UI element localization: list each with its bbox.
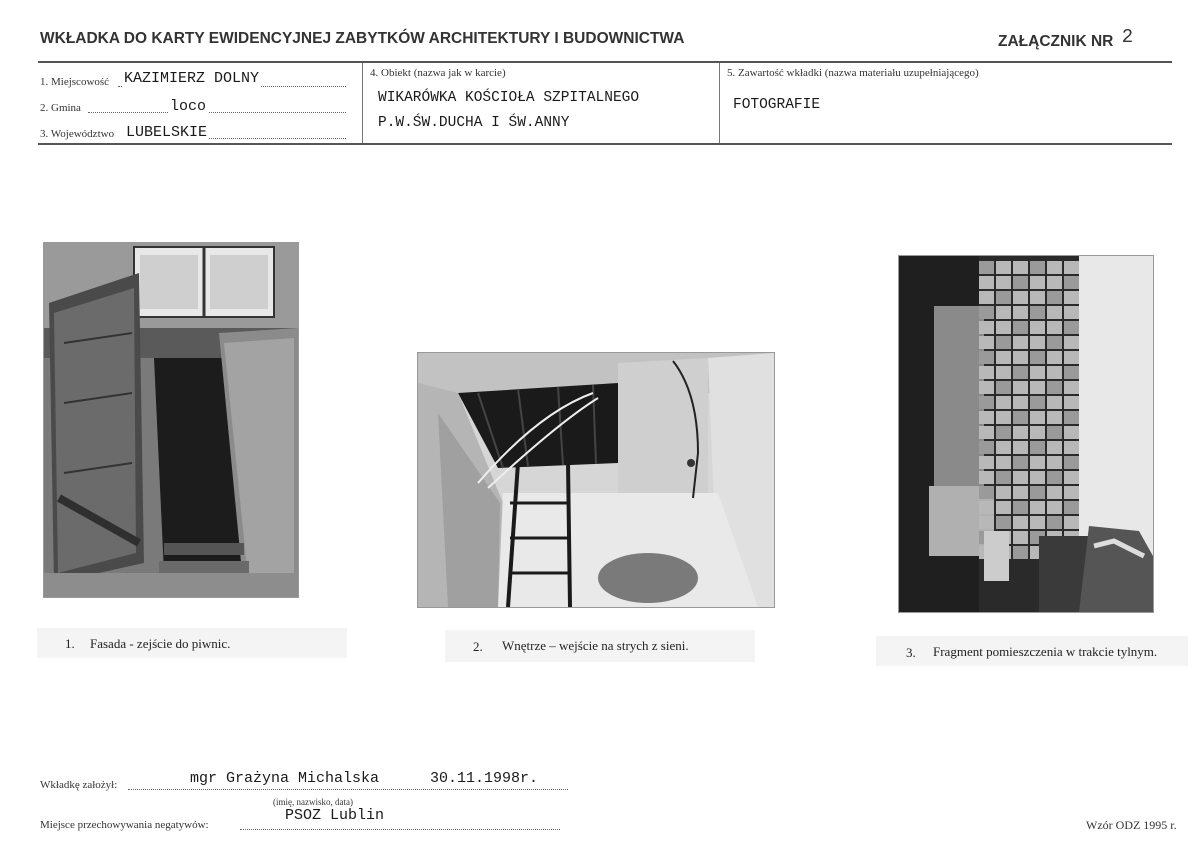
stove-tile	[1047, 366, 1062, 379]
annex-label	[998, 26, 1134, 52]
stove-tile	[1064, 321, 1079, 334]
stove-tile	[979, 471, 994, 484]
page-title: WKŁADKA DO KARTY EWIDENCYJNEJ ZABYTKÓW ARCHITEKTURY I BUDOWNICTWA	[40, 30, 685, 47]
stove-tile	[1064, 381, 1079, 394]
caption-2	[445, 630, 755, 662]
stove-tile	[1013, 546, 1028, 559]
stove-tile	[979, 306, 994, 319]
object-label: 4. Obiekt (nazwa jak w karcie)	[370, 67, 506, 79]
stove-tile	[996, 276, 1011, 289]
stove-tile	[979, 336, 994, 349]
locality-value: KAZIMIERZ DOLNY	[124, 70, 260, 87]
stove-tile	[1013, 531, 1028, 544]
stove-tile	[979, 396, 994, 409]
stove-tile	[979, 276, 994, 289]
stove-tile	[979, 486, 994, 499]
stove-tile	[1013, 381, 1028, 394]
stove-tile	[996, 426, 1011, 439]
stove-tile	[979, 501, 994, 514]
stove-tile	[1013, 456, 1028, 469]
stove-tile	[979, 426, 994, 439]
stove-tile	[1047, 396, 1062, 409]
caption-1	[37, 628, 347, 658]
stove-tile	[979, 456, 994, 469]
stove-tile	[1047, 516, 1062, 529]
stove-tile	[996, 516, 1011, 529]
stove-tile	[1064, 456, 1079, 469]
stove-tile	[1064, 291, 1079, 304]
caption-2-text: Wnętrze – wejście na strych z sieni.	[502, 638, 689, 653]
creator-row	[40, 770, 580, 795]
stove-tile	[1064, 426, 1079, 439]
caption-3-text: Fragment pomieszczenia w trakcie tylnym.	[933, 644, 1158, 659]
stove-tile	[979, 366, 994, 379]
locality-row	[40, 70, 346, 92]
stove-tile	[1013, 411, 1028, 424]
stove-tile	[1030, 291, 1045, 304]
model-number: Wzór ODZ 1995 r.	[1086, 818, 1177, 832]
stove-tile	[996, 261, 1011, 274]
stove-tile	[1030, 426, 1045, 439]
stove-tile	[1047, 306, 1062, 319]
stove-tile	[979, 516, 994, 529]
stove-tile	[979, 291, 994, 304]
negatives-value: PSOZ Lublin	[285, 807, 385, 824]
stove-tile	[1030, 396, 1045, 409]
voivodeship-label: 3. Województwo	[40, 128, 115, 140]
stove-tile	[1064, 501, 1079, 514]
stove-tile	[1013, 351, 1028, 364]
photo-3-tiled-stove	[898, 255, 1154, 613]
stove-tile	[1064, 471, 1079, 484]
stove-tile	[1030, 351, 1045, 364]
stove-tile	[979, 381, 994, 394]
stove-tile	[1030, 486, 1045, 499]
stove-tile	[979, 321, 994, 334]
photo-1-cellar-entrance	[43, 242, 299, 598]
stove-tile	[1064, 261, 1079, 274]
stove-tile	[1030, 456, 1045, 469]
stove-tile	[1047, 486, 1062, 499]
stove-tile	[1047, 291, 1062, 304]
form-divider-1	[362, 63, 363, 143]
stove-tile	[979, 441, 994, 454]
object-line-2: P.W.ŚW.DUCHA I ŚW.ANNY	[378, 115, 570, 131]
commune-row	[40, 98, 346, 118]
stove-tile	[1030, 441, 1045, 454]
stove-tile	[1013, 426, 1028, 439]
stove-tile	[1013, 336, 1028, 349]
stove-tile	[1047, 471, 1062, 484]
content-value: FOTOGRAFIE	[733, 97, 821, 113]
locality-label: 1. Miejscowość	[40, 76, 110, 88]
voivodeship-value: LUBELSKIE	[126, 124, 208, 141]
stove-tile	[1013, 441, 1028, 454]
voivodeship-row	[40, 124, 346, 144]
stove-tile	[996, 321, 1011, 334]
stove-tile	[1030, 516, 1045, 529]
stove-tile	[1013, 501, 1028, 514]
commune-value: loco	[170, 98, 207, 115]
stove-tile	[996, 291, 1011, 304]
caption-3	[876, 636, 1188, 666]
stove-tile	[1013, 516, 1028, 529]
stove-tile	[1047, 351, 1062, 364]
caption-2-number: 2.	[473, 639, 483, 654]
stove-tile	[1013, 471, 1028, 484]
stove-tile	[979, 411, 994, 424]
caption-1-number: 1.	[65, 636, 75, 651]
stove-tile	[1064, 486, 1079, 499]
stove-tile	[1047, 441, 1062, 454]
stove-tile	[1030, 336, 1045, 349]
stove-tile	[1030, 381, 1045, 394]
stove-tile	[1047, 411, 1062, 424]
stove-tile	[996, 501, 1011, 514]
stove-tile	[996, 411, 1011, 424]
stove-tile	[996, 381, 1011, 394]
caption-1-text: Fasada - zejście do piwnic.	[90, 636, 231, 651]
content-label: 5. Zawartość wkładki (nazwa materiału uzupełniającego)	[727, 67, 979, 79]
stove-tile	[1030, 321, 1045, 334]
stove-tile	[979, 351, 994, 364]
annex-label-text: ZAŁĄCZNIK NR	[998, 33, 1114, 50]
stove-tile	[1013, 291, 1028, 304]
stove-tile	[1030, 471, 1045, 484]
caption-3-number: 3.	[906, 645, 916, 660]
stove-tile	[1064, 366, 1079, 379]
stove-tile	[1047, 456, 1062, 469]
stove-tile	[996, 396, 1011, 409]
stove-tile	[996, 351, 1011, 364]
photo-2-attic-entrance	[417, 352, 775, 608]
stove-tile	[1064, 411, 1079, 424]
stove-tile	[1030, 411, 1045, 424]
stove-tile	[1064, 336, 1079, 349]
stove-tile	[996, 441, 1011, 454]
stove-tile	[1030, 501, 1045, 514]
stove-tile	[1047, 501, 1062, 514]
stove-tile	[1013, 321, 1028, 334]
stove-tile	[1064, 396, 1079, 409]
stove-tile	[1030, 276, 1045, 289]
object-line-1: WIKARÓWKA KOŚCIOŁA SZPITALNEGO	[378, 90, 640, 106]
stove-tile	[996, 366, 1011, 379]
stove-tile	[996, 336, 1011, 349]
stove-tile	[1047, 336, 1062, 349]
stove-tile	[1064, 351, 1079, 364]
creator-label: Wkładkę założył:	[40, 779, 118, 791]
header-top-rule	[38, 61, 1172, 63]
creator-value: mgr Grażyna Michalska	[190, 770, 380, 787]
stove-tile	[1030, 306, 1045, 319]
negatives-row	[40, 807, 570, 835]
stove-tile	[1047, 261, 1062, 274]
annex-number: 2	[1121, 26, 1134, 48]
stove-tile	[1047, 321, 1062, 334]
stove-tile	[1013, 306, 1028, 319]
stove-tile	[1013, 261, 1028, 274]
creator-note: (imię, nazwisko, data)	[273, 797, 353, 807]
stove-tile	[979, 261, 994, 274]
stove-tile	[1047, 426, 1062, 439]
stove-tile	[996, 306, 1011, 319]
form-divider-2	[719, 63, 720, 143]
stove-tile	[1064, 441, 1079, 454]
stove-tile	[996, 456, 1011, 469]
stove-tile	[1030, 261, 1045, 274]
commune-label: 2. Gmina	[40, 102, 81, 114]
negatives-label: Miejsce przechowywania negatywów:	[40, 819, 209, 831]
stove-tile	[996, 471, 1011, 484]
stove-tile	[1064, 306, 1079, 319]
creator-date: 30.11.1998r.	[430, 770, 539, 787]
stove-tile	[1064, 516, 1079, 529]
stove-tile	[1030, 366, 1045, 379]
stove-tile	[1013, 486, 1028, 499]
stove-tile	[1047, 276, 1062, 289]
stove-tile	[1013, 366, 1028, 379]
stove-tile	[1047, 381, 1062, 394]
stove-tile	[1064, 276, 1079, 289]
stove-tile	[1013, 396, 1028, 409]
stove-tile	[1013, 276, 1028, 289]
stove-tile	[996, 486, 1011, 499]
